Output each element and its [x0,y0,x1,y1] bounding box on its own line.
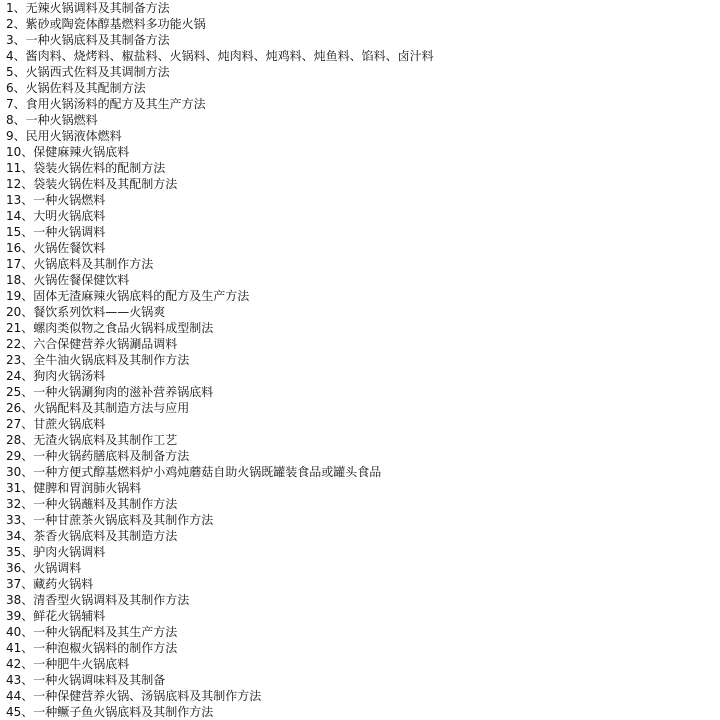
item-title: 一种泡椒火锅料的制作方法 [33,641,178,655]
item-title: 无辣火锅调料及其制备方法 [25,1,170,15]
list-item [6,576,716,592]
list-item [6,176,716,192]
list-item [6,704,716,720]
item-number: 29、 [6,449,34,463]
item-title: 一种火锅药膳底料及制备方法 [33,449,190,463]
item-number: 22、 [6,337,34,351]
list-item [6,256,716,272]
item-title: 袋装火锅佐料的配制方法 [33,161,166,175]
item-title: 一种火锅配料及其生产方法 [33,625,178,639]
item-title: 健脾和胃润肺火锅料 [33,481,142,495]
list-item [6,512,716,528]
list-item [6,432,716,448]
item-title: 火锅西式佐料及其调制方法 [25,65,170,79]
item-number: 1、 [6,1,26,15]
list-item [6,464,716,480]
item-number: 12、 [6,177,34,191]
item-number: 34、 [6,529,34,543]
item-number: 39、 [6,609,34,623]
item-title: 大明火锅底料 [33,209,106,223]
item-title: 甘蔗火锅底料 [33,417,106,431]
item-title: 一种肥牛火锅底料 [33,657,130,671]
item-title: 一种保健营养火锅、汤锅底料及其制作方法 [33,689,262,703]
list-item [6,288,716,304]
list-item [6,608,716,624]
item-title: 火锅佐餐保健饮料 [33,273,130,287]
item-number: 3、 [6,33,26,47]
item-title: 一种火锅调味料及其制备 [33,673,166,687]
item-number: 35、 [6,545,34,559]
list-item [6,320,716,336]
list-item [6,544,716,560]
item-number: 4、 [6,49,26,63]
list-item [6,192,716,208]
patent-title-list [6,0,716,720]
item-title: 无渣火锅底料及其制作工艺 [33,433,178,447]
list-item [6,560,716,576]
item-title: 清香型火锅调料及其制作方法 [33,593,190,607]
item-number: 44、 [6,689,34,703]
item-number: 45、 [6,705,34,719]
item-title: 袋装火锅佐料及其配制方法 [33,177,178,191]
list-item [6,528,716,544]
list-item [6,16,716,32]
item-number: 21、 [6,321,34,335]
item-title: 酱肉料、烧烤料、椒盐料、火锅料、炖肉料、炖鸡料、炖鱼料、馅料、卤汁料 [25,49,434,63]
item-number: 20、 [6,305,34,319]
item-title: 固体无渣麻辣火锅底料的配方及生产方法 [33,289,250,303]
list-item [6,480,716,496]
item-title: 紫砂或陶瓷体醇基燃料多功能火锅 [25,17,206,31]
item-number: 43、 [6,673,34,687]
item-title: 一种甘蔗茶火锅底料及其制作方法 [33,513,214,527]
item-title: 火锅底料及其制作方法 [33,257,154,271]
list-item [6,112,716,128]
item-number: 17、 [6,257,34,271]
list-item [6,624,716,640]
list-item [6,128,716,144]
item-number: 16、 [6,241,34,255]
list-item [6,272,716,288]
list-item [6,384,716,400]
item-number: 40、 [6,625,34,639]
item-title: 食用火锅汤料的配方及其生产方法 [25,97,206,111]
item-title: 火锅佐餐饮料 [33,241,106,255]
item-title: 保健麻辣火锅底料 [33,145,130,159]
item-title: 一种鳜子鱼火锅底料及其制作方法 [33,705,214,719]
item-number: 13、 [6,193,34,207]
item-title: 一种火锅燃料 [33,193,106,207]
item-number: 36、 [6,561,34,575]
item-title: 一种火锅蘸料及其制作方法 [33,497,178,511]
item-number: 8、 [6,113,26,127]
item-title: 茶香火锅底料及其制造方法 [33,529,178,543]
item-title: 全牛油火锅底料及其制作方法 [33,353,190,367]
item-number: 14、 [6,209,34,223]
item-title: 鲜花火锅辅料 [33,609,106,623]
list-item [6,304,716,320]
item-title: 一种方便式醇基燃料炉小鸡炖蘑菇自助火锅既罐装食品或罐头食品 [33,465,382,479]
item-number: 25、 [6,385,34,399]
item-number: 10、 [6,145,34,159]
item-number: 38、 [6,593,34,607]
item-number: 7、 [6,97,26,111]
list-item [6,48,716,64]
item-number: 23、 [6,353,34,367]
list-item [6,416,716,432]
list-item [6,688,716,704]
item-title: 一种火锅调料 [33,225,106,239]
item-number: 11、 [6,161,34,175]
item-title: 民用火锅液体燃料 [25,129,122,143]
item-number: 37、 [6,577,34,591]
item-title: 餐饮系列饮料——火锅爽 [33,305,166,319]
item-number: 27、 [6,417,34,431]
list-item [6,400,716,416]
item-number: 5、 [6,65,26,79]
item-number: 28、 [6,433,34,447]
item-number: 15、 [6,225,34,239]
list-item [6,144,716,160]
item-number: 32、 [6,497,34,511]
item-number: 24、 [6,369,34,383]
item-title: 驴肉火锅调料 [33,545,106,559]
item-number: 9、 [6,129,26,143]
item-number: 19、 [6,289,34,303]
list-item [6,224,716,240]
list-item [6,672,716,688]
list-item [6,96,716,112]
item-number: 30、 [6,465,34,479]
item-title: 六合保健营养火锅涮品调料 [33,337,178,351]
item-title: 藏药火锅料 [33,577,94,591]
list-item [6,208,716,224]
list-item [6,160,716,176]
list-item [6,0,716,16]
item-number: 31、 [6,481,34,495]
item-number: 42、 [6,657,34,671]
list-item [6,656,716,672]
item-title: 火锅佐料及其配制方法 [25,81,146,95]
item-number: 2、 [6,17,26,31]
list-item [6,336,716,352]
item-title: 一种火锅涮狗肉的滋补营养锅底料 [33,385,214,399]
item-title: 火锅配料及其制造方法与应用 [33,401,190,415]
list-item [6,496,716,512]
list-item [6,32,716,48]
item-number: 18、 [6,273,34,287]
list-item [6,80,716,96]
list-item [6,592,716,608]
item-number: 26、 [6,401,34,415]
item-title: 一种火锅底料及其制备方法 [25,33,170,47]
list-item [6,240,716,256]
list-item [6,352,716,368]
item-title: 火锅调料 [33,561,82,575]
list-item [6,448,716,464]
list-item [6,368,716,384]
item-title: 狗肉火锅汤料 [33,369,106,383]
item-number: 41、 [6,641,34,655]
list-item [6,64,716,80]
list-item [6,640,716,656]
item-title: 一种火锅燃料 [25,113,98,127]
item-number: 6、 [6,81,26,95]
item-number: 33、 [6,513,34,527]
item-title: 螺肉类似物之食品火锅料成型制法 [33,321,214,335]
